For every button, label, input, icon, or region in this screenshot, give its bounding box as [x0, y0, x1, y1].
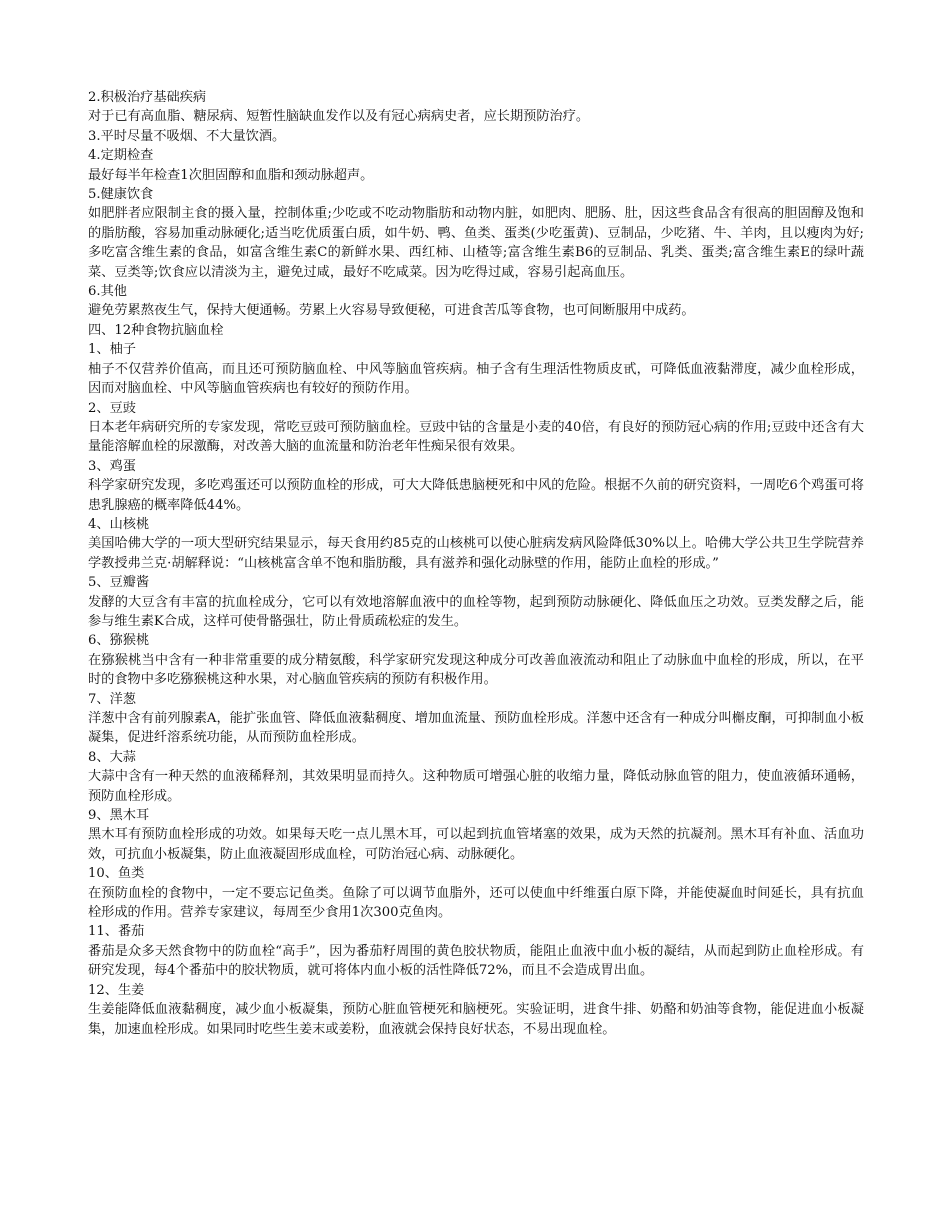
food-heading: 8、大蒜	[88, 749, 136, 765]
food-heading: 1、柚子	[88, 342, 136, 358]
chapter-heading: 四、12种食物抗脑血栓	[88, 322, 224, 338]
food-heading: 3、鸡蛋	[88, 458, 136, 474]
food-body: 洋葱中含有前列腺素A，能扩张血管、降低血液黏稠度、增加血流量、预防血栓形成。洋葱中还含有一种成分叫槲皮酮，可抑制血小板凝集，促进纤溶系统功能，从而预防血栓形成。	[88, 711, 864, 746]
food-body: 科学家研究发现，多吃鸡蛋还可以预防血栓的形成，可大大降低患脑梗死和中风的危险。根据不久前的研究资料，一周吃6个鸡蛋可将患乳腺癌的概率降低44%。	[88, 478, 864, 513]
food-heading: 7、洋葱	[88, 691, 136, 707]
food-heading: 10、鱼类	[88, 866, 145, 882]
document-page	[88, 88, 864, 1039]
section-body: 避免劳累熬夜生气，保持大便通畅。劳累上火容易导致便秘，可进食苦瓜等食物，也可间断服用中成药。	[88, 303, 695, 319]
food-body: 柚子不仅营养价值高，而且还可预防脑血栓、中风等脑血管疾病。柚子含有生理活性物质皮甙，可降低血液黏滞度，减少血栓形成，因而对脑血栓、中风等脑血管疾病也有较好的预防作用。	[88, 361, 864, 397]
food-body: 番茄是众多天然食物中的防血栓“高手”，因为番茄籽周围的黄色胶状物质，能阻止血液中血小板的凝结，从而起到防止血栓形成。有研究发现，每4个番茄中的胶状物质，就可将体内血小板的活性降低72%，而且不会造成胃出血。	[88, 943, 864, 979]
section-body: 对于已有高血脂、糖尿病、短暂性脑缺血发作以及有冠心病病史者，应长期预防治疗。	[88, 109, 590, 125]
food-heading: 12、生姜	[88, 982, 145, 998]
food-heading: 9、黑木耳	[88, 808, 150, 824]
food-body: 美国哈佛大学的一项大型研究结果显示，每天食用约85克的山核桃可以使心脏病发病风险降低30%以上。哈佛大学公共卫生学院营养学教授弗兰克·胡解释说：“山核桃富含单不饱和脂肪酸，具有滋养和强化动脉壁的作用，能防止血栓的形成。”	[88, 536, 864, 571]
section-body: 如肥胖者应限制主食的摄入量，控制体重;少吃或不吃动物脂肪和动物内脏，如肥肉、肥肠、肚，因这些食品含有很高的胆固醇及饱和的脂肪酸，容易加重动脉硬化;适当吃优质蛋白质，如牛奶、鸭、鱼类、蛋类(少吃蛋黄)、豆制品，少吃猪、牛、羊肉，且以瘦肉为好;多吃富含维生素的食品，如富含维生素C的新鲜水果、西红柿、山楂等;富含维生素B6的豆制品、乳类、蛋类;富含维生素E的绿叶蔬菜、豆类等;饮食应以清淡为主，避免过咸，最好不吃咸菜。因为吃得过咸，容易引起高血压。	[88, 206, 864, 280]
food-body: 黑木耳有预防血栓形成的功效。如果每天吃一点儿黑木耳，可以起到抗血管堵塞的效果，成为天然的抗凝剂。黑木耳有补血、活血功效，可抗血小板凝集，防止血液凝固形成血栓，可防治冠心病、动脉硬化。	[88, 827, 864, 862]
section-heading: 2.积极治疗基础疾病	[88, 90, 207, 105]
section-heading: 3.平时尽量不吸烟、不大量饮酒。	[88, 128, 286, 144]
food-body: 在猕猴桃当中含有一种非常重要的成分精氨酸，科学家研究发现这种成分可改善血液流动和阻止了动脉血中血栓的形成，所以，在平时的食物中多吃猕猴桃这种水果，对心脑血管疾病的预防有积极作用。	[88, 652, 864, 688]
food-heading: 11、番茄	[88, 924, 145, 940]
food-body: 生姜能降低血液黏稠度，减少血小板凝集，预防心脏血管梗死和脑梗死。实验证明，进食牛排、奶酪和奶油等食物，能促进血小板凝集，加速血栓形成。如果同时吃些生姜末或姜粉，血液就会保持良好状态，不易出现血栓。	[88, 1002, 864, 1037]
food-body: 日本老年病研究所的专家发现，常吃豆豉可预防脑血栓。豆豉中钴的含量是小麦的40倍，有良好的预防冠心病的作用;豆豉中还含有大量能溶解血栓的尿激酶，对改善大脑的血流量和防治老年性痴呆很有效果。	[88, 419, 864, 455]
section-heading: 4.定期检查	[88, 148, 154, 164]
section-heading: 5.健康饮食	[88, 187, 154, 203]
food-body: 在预防血栓的食物中，一定不要忘记鱼类。鱼除了可以调节血脂外，还可以使血中纤维蛋白原下降，并能使凝血时间延长，具有抗血栓形成的作用。营养专家建议，每周至少食用1次300克鱼肉。	[88, 885, 864, 921]
food-heading: 4、山核桃	[88, 516, 150, 532]
food-body: 发酵的大豆含有丰富的抗血栓成分，它可以有效地溶解血液中的血栓等物，起到预防动脉硬化、降低血压之功效。豆类发酵之后，能参与维生素K合成，这样可使骨骼强壮，防止骨质疏松症的发生。	[88, 594, 864, 629]
food-heading: 5、豆瓣酱	[88, 575, 150, 591]
food-heading: 2、豆豉	[88, 400, 136, 416]
food-heading: 6、猕猴桃	[88, 633, 150, 649]
section-heading: 6.其他	[88, 284, 127, 300]
section-body: 最好每半年检查1次胆固醇和血脂和颈动脉超声。	[88, 167, 374, 183]
food-body: 大蒜中含有一种天然的血液稀释剂，其效果明显而持久。这种物质可增强心脏的收缩力量，降低动脉血管的阻力，使血液循环通畅，预防血栓形成。	[88, 769, 864, 804]
